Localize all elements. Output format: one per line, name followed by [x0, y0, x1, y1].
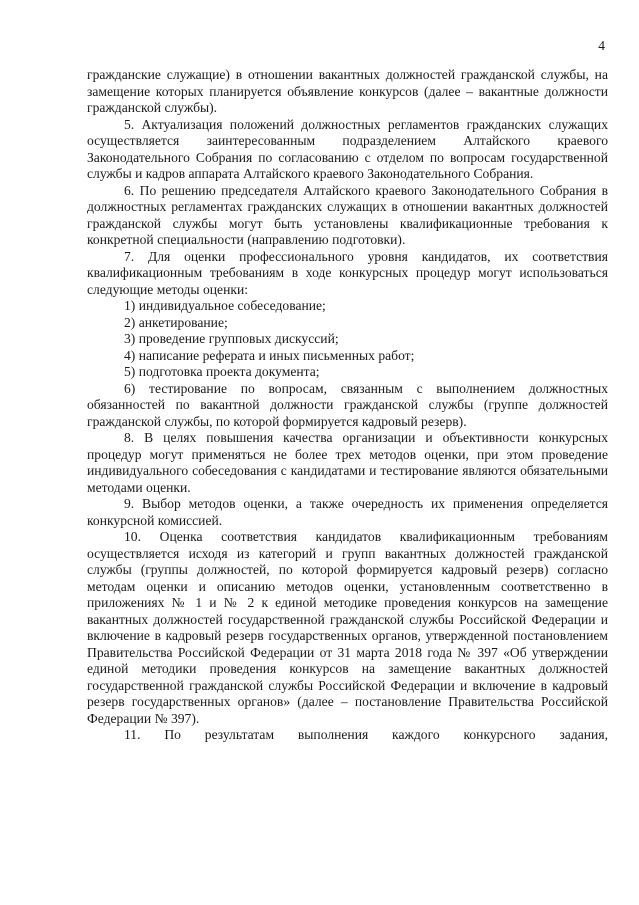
list-item-method-6: 6) тестирование по вопросам, связанным с выполнением должностных обязанностей по вакантной должности гражданской службы (группе должностей гражданской службы, по которой формируется кадровый резерв).	[87, 380, 608, 429]
paragraph-9: 9. Выбор методов оценки, а также очередность их применения определяется конкурсной комиссией.	[87, 496, 608, 528]
document-body	[87, 67, 608, 744]
paragraph-continuation: гражданские служащие) в отношении вакантных должностей гражданской службы, на замещение которых планируется объявление конкурсов (далее – вакантные должности гражданской службы).	[87, 67, 608, 115]
list-item-method-5: 5) подготовка проекта документа;	[124, 364, 320, 379]
paragraph-6: 6. По решению председателя Алтайского краевого Законодательного Собрания в должностных регламентах гражданских служащих в отношении вакантных должностей гражданской службы могут быть установлены квалификационные требования к конкретной специальности (направлению подготовки).	[87, 182, 608, 247]
paragraph-7: 7. Для оценки профессионального уровня кандидатов, их соответствия квалификационным требованиям в ходе конкурсных процедур могут использоваться следующие методы оценки:	[87, 248, 608, 297]
paragraph-11-start: 11. По результатам выполнения каждого конкурсного задания,	[124, 727, 608, 742]
list-item-method-3: 3) проведение групповых дискуссий;	[124, 331, 339, 346]
paragraph-10: 10. Оценка соответствия кандидатов квалификационным требованиям осуществляется исходя из категорий и групп вакантных должностей гражданской службы (группы должностей, по которой формируется кадровый резерв) согласно методам оценки и описанию методов оценки, установленным соответственно в приложениях № 1 и № 2 к единой методике проведения конкурсов на замещение вакантных должностей государственной гражданской службы Российской Федерации и включение в кадровый резерв государственных органов, утвержденной постановлением Правительства Российской Федерации от 31 марта 2018 года № 397 «Об утверждении единой методики проведения конкурсов на замещение вакантных должностей государственной гражданской службы Российской Федерации и включение в кадровый резерв государственных органов» (далее – постановление Правительства Российской Федерации № 397).	[87, 529, 608, 726]
list-item-method-2: 2) анкетирование;	[124, 314, 228, 330]
page-number: 4	[598, 38, 605, 53]
paragraph-5: 5. Актуализация положений должностных регламентов гражданских служащих осуществляется заинтересованным подразделением Алтайского краевого Законодательного Собрания по согласованию с отделом по вопросам государственной службы и кадров аппарата Алтайского краевого Законодательного Собрания.	[87, 116, 608, 181]
paragraph-8: 8. В целях повышения качества организации и объективности конкурсных процедур могут применяться не более трех методов оценки, при этом проведение индивидуального собеседования с кандидатами и тестирование являются обязательными методами оценки.	[87, 430, 608, 495]
list-item-method-4: 4) написание реферата и иных письменных работ;	[124, 347, 415, 363]
list-item-method-1: 1) индивидуальное собеседование;	[124, 298, 326, 313]
